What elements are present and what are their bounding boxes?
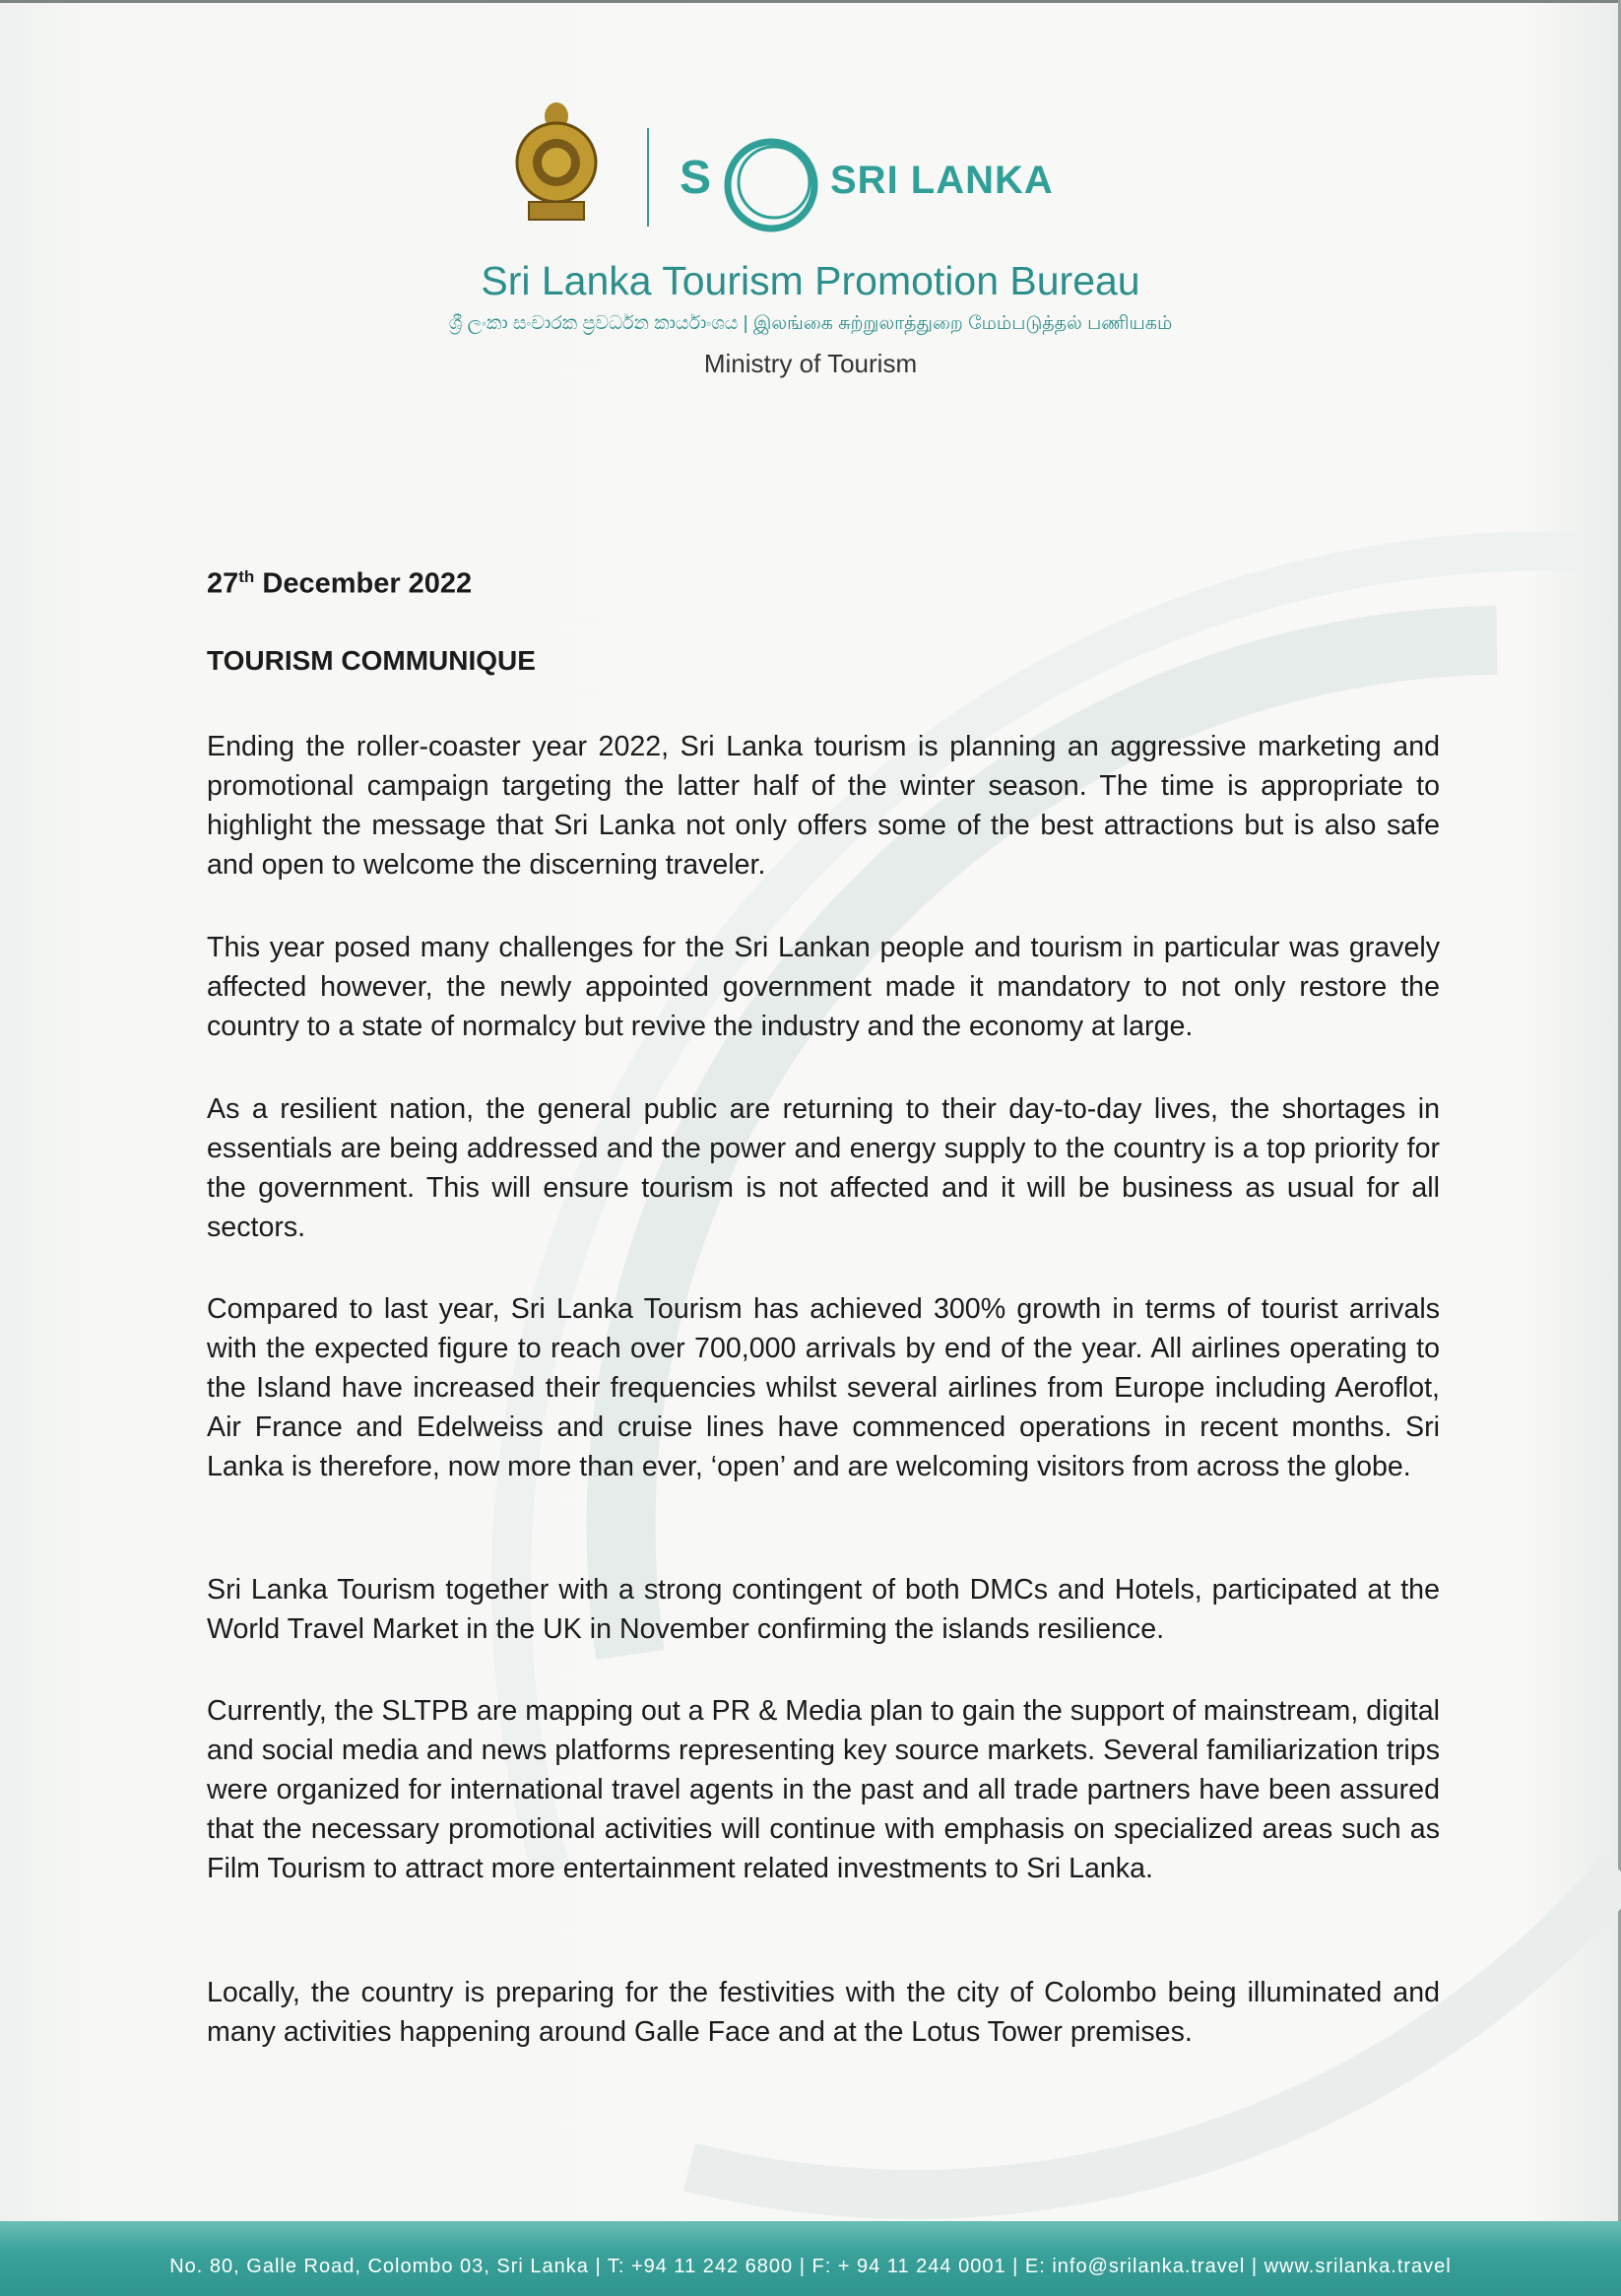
logo-divider	[647, 128, 649, 227]
letter-heading: TOURISM COMMUNIQUE	[207, 645, 536, 676]
so-sri-lanka-logo	[680, 131, 1093, 239]
logo-initial: S	[680, 152, 712, 204]
paragraph: Locally, the country is preparing for the festivities with the city of Colombo being illuminated and many activities happening around Galle Face and at the Lotus Tower premises.	[207, 1977, 1440, 2048]
letter-date	[207, 567, 472, 601]
logo-ring-icon	[717, 131, 825, 239]
national-emblem-icon	[507, 98, 606, 227]
organization-native-names: ශ්‍රී ලංකා සංචාරක ප්‍රවර්ධන කාර්යාංශය | இலங்கை சுற்றுலாத்துறை மேம்படுத்தல் பணியகம்	[448, 313, 1173, 334]
organization-name: Sri Lanka Tourism Promotion Bureau	[481, 258, 1140, 303]
paragraph: Sri Lanka Tourism together with a strong contingent of both DMCs and Hotels, participated at the World Travel Market in the UK in November confirming the islands resilience.	[207, 1574, 1440, 1645]
paragraph: As a resilient nation, the general public are returning to their day-to-day lives, the shortages in essentials are being addressed and the power and energy supply to the country is a top priority for the government. This will ensure tourism is not affected and it will be business as usual for all sectors.	[207, 1093, 1440, 1243]
paragraph: This year posed many challenges for the Sri Lankan people and tourism in particular was gravely affected however, the newly appointed government made it mandatory to not only restore the country to a state of normalcy but revive the industry and the economy at large.	[207, 932, 1440, 1042]
paragraph: Compared to last year, Sri Lanka Tourism has achieved 300% growth in terms of tourist arrivals with the expected figure to reach over 700,000 arrivals by end of the year. All airlines operating to the Island have increased their frequencies whilst several airlines from Europe including Aeroflot, Air France and Edelweiss and cruise lines have commenced operations in recent months. Sri Lanka is therefore, now more than ever, ‘open’ and are welcoming visitors from across the globe.	[207, 1293, 1440, 1482]
footer-contact: No. 80, Galle Road, Colombo 03, Sri Lanka | T: +94 11 242 6800 | F: + 94 11 244 0001 | E: info@srilanka.travel | www.srilanka.travel	[169, 2256, 1452, 2277]
logo-wordmark: SRI LANKA	[830, 159, 1054, 202]
ministry-name: Ministry of Tourism	[703, 349, 918, 378]
date-day: 27	[207, 567, 239, 600]
paragraph: Ending the roller-coaster year 2022, Sri Lanka tourism is planning an aggressive marketing and promotional campaign targeting the latter half of the winter season. The time is appropriate to highlight the message that Sri Lanka not only offers some of the best attractions but is also safe and open to welcome the discerning traveler.	[207, 731, 1440, 881]
paragraph: Currently, the SLTPB are mapping out a PR & Media plan to gain the support of mainstream, digital and social media and news platforms representing key source markets. Several familiarization trips were organized for international travel agents in the past and all trade partners have been assured that the necessary promotional activities will continue with emphasis on specialized areas such as Film Tourism to attract more entertainment related investments to Sri Lanka.	[207, 1695, 1440, 1884]
date-month-year: December 2022	[254, 567, 473, 600]
date-suffix: th	[238, 567, 255, 586]
